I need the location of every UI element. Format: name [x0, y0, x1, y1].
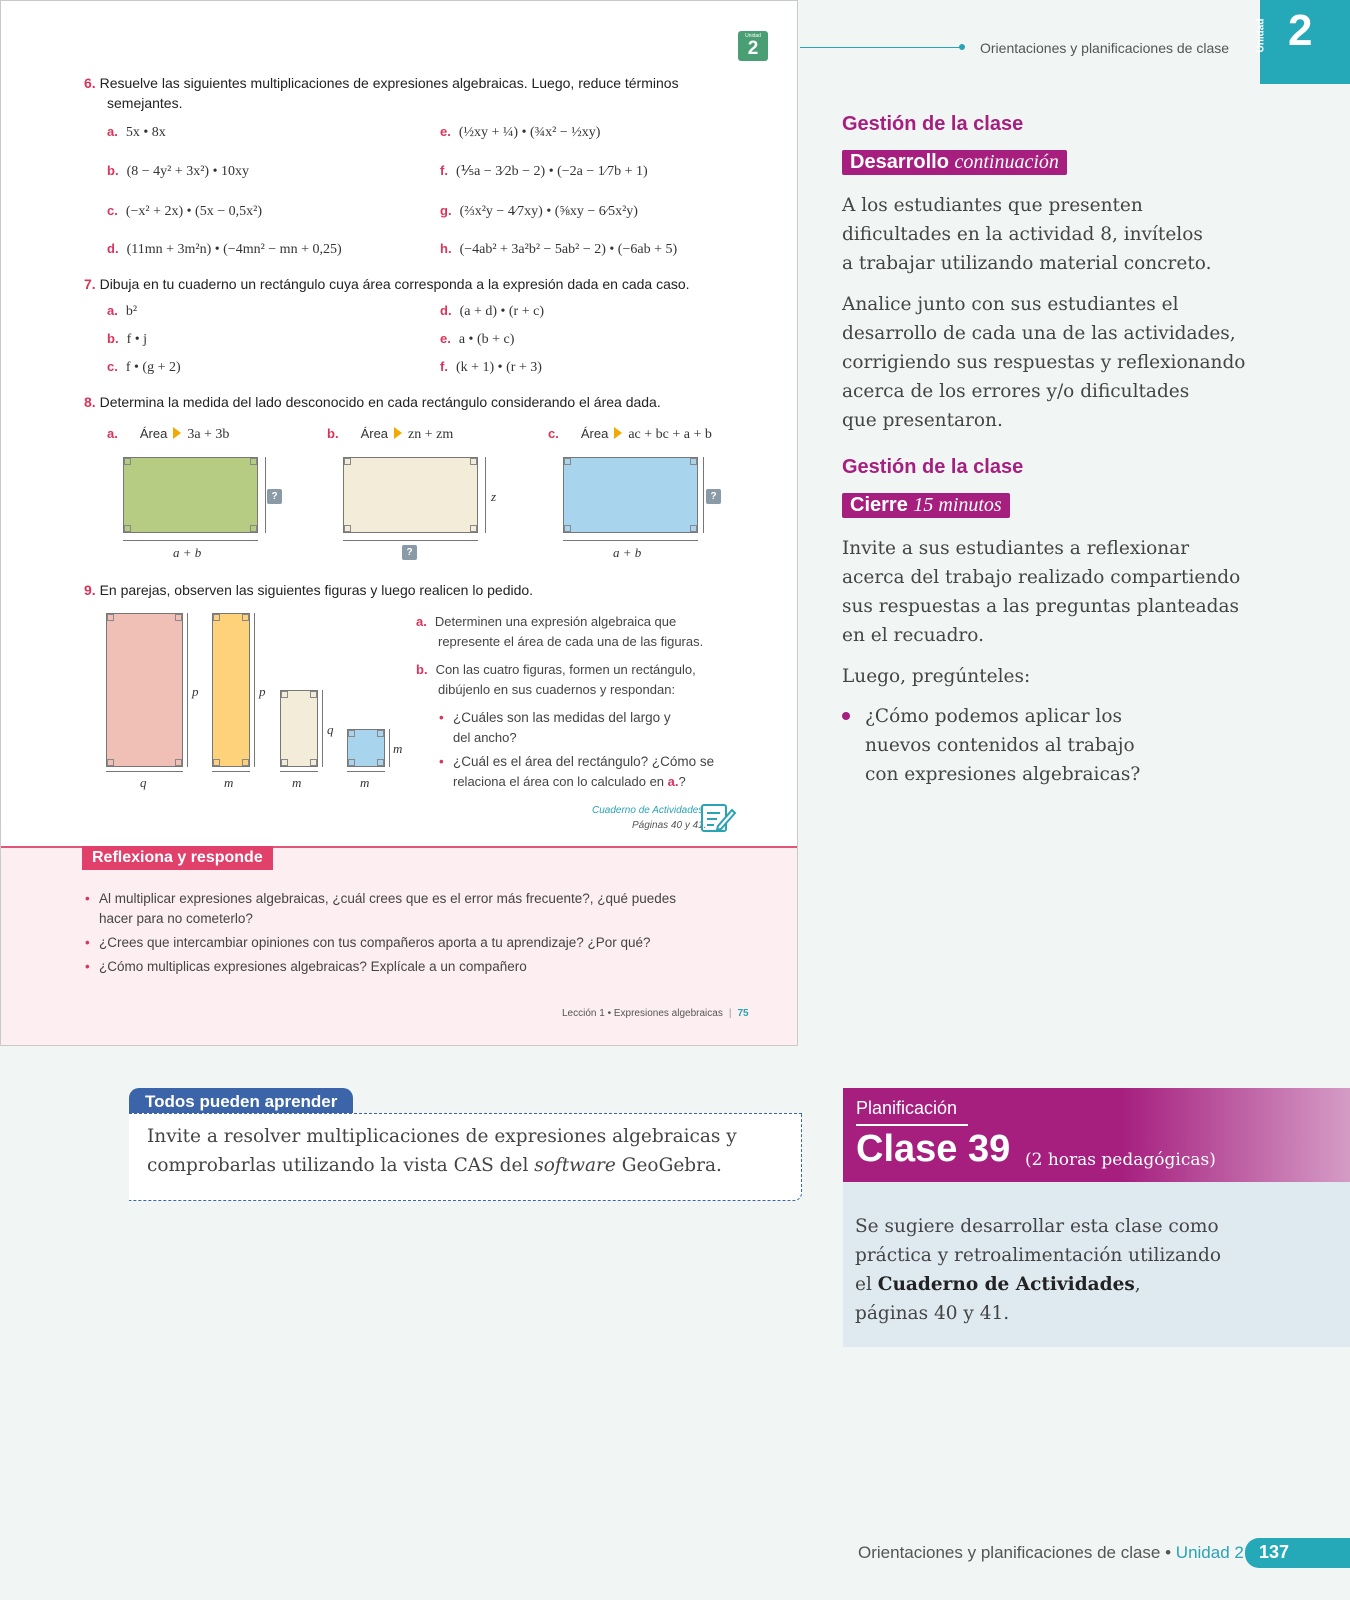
- dimension-line: [265, 457, 266, 533]
- q6-item-e: [440, 124, 600, 141]
- width-label: q: [140, 775, 147, 790]
- header-line: [800, 47, 962, 48]
- item-text: ?: [678, 774, 686, 789]
- text-line: con expresiones algebraicas?: [865, 764, 1141, 785]
- q8-item-c-label: [548, 426, 712, 443]
- question-number: 7.: [84, 276, 96, 292]
- gestion-heading: Gestión de la clase: [842, 456, 1024, 478]
- dimension-line: [280, 771, 318, 772]
- planificacion-body: [843, 1182, 1350, 1347]
- rectangle-a: [123, 457, 258, 533]
- q6-item-h: [440, 241, 677, 258]
- area-expr: ac + bc + a + b: [628, 427, 712, 442]
- item-expr: (½xy + ¼) • (¾x² − ½xy): [458, 125, 601, 140]
- side-dimension: z: [491, 489, 497, 504]
- cierre-pill: [842, 493, 1010, 518]
- item-letter: a.: [107, 124, 118, 139]
- question-text: Resuelve las siguientes multiplicaciones de expresiones algebraicas. Luego, reduce términos: [99, 75, 679, 91]
- text-line: desarrollo de cada una de las actividades,: [842, 323, 1236, 344]
- planificacion-text: [855, 1212, 1221, 1328]
- q7-item-b: [107, 331, 147, 348]
- text-line: acerca del trabajo realizado compartiendo: [842, 567, 1241, 588]
- area-expr: zn + zm: [408, 427, 454, 442]
- item-expr: f • j: [126, 332, 148, 347]
- notebook-pencil-icon: [700, 802, 736, 839]
- dimension-line: [322, 690, 323, 767]
- pill-italic: continuación: [954, 151, 1059, 173]
- clase-number: Clase 39: [856, 1128, 1011, 1170]
- item-letter: d.: [107, 241, 119, 256]
- arrow-icon: [394, 427, 402, 439]
- item-expr: a • (b + c): [458, 332, 515, 347]
- q6-item-d: [107, 241, 342, 258]
- item-letter: c.: [107, 359, 118, 374]
- item-expr: (⅔x²y − 4⁄7xy) • (⅝xy − 6⁄5x²y): [459, 204, 638, 219]
- text-line: que presentaron.: [842, 410, 1003, 431]
- pill-italic: 15 minutos: [913, 494, 1002, 516]
- cuaderno-pages: Páginas 40 y 41.: [632, 820, 707, 831]
- figure-pq: [106, 613, 183, 767]
- item-ref: a.: [667, 774, 679, 789]
- item-letter: e.: [440, 331, 451, 346]
- guide-footer: [858, 1543, 1244, 1563]
- area-label: Área: [139, 426, 168, 441]
- dimension-line: [563, 540, 698, 541]
- item-letter: f.: [440, 163, 448, 178]
- rectangle-c: [563, 457, 698, 533]
- item-expr: (8 − 4y² + 3x²) • 10xy: [126, 164, 249, 179]
- item-expr: (⅕a − 3⁄2b − 2) • (−2a − 1⁄7b + 1): [455, 164, 648, 179]
- item-expr: 5x • 8x: [125, 125, 166, 140]
- question-number: 6.: [84, 75, 96, 91]
- item-letter: b.: [107, 163, 119, 178]
- item-expr: (−x² + 2x) • (5x − 0,5x²): [125, 204, 262, 219]
- dimension-line: [347, 771, 385, 772]
- text-line: páginas 40 y 41.: [855, 1303, 1010, 1324]
- item-letter: h.: [440, 241, 452, 256]
- bullet-dot: [842, 712, 850, 720]
- text-line: en el recuadro.: [842, 625, 984, 646]
- q7-item-d: [440, 303, 544, 320]
- item-letter: d.: [440, 303, 452, 318]
- width-label: m: [360, 775, 370, 790]
- reflexiona-bullet-1-cont: hacer para no cometerlo?: [99, 911, 253, 926]
- width-label: m: [224, 775, 234, 790]
- dimension-line: [106, 771, 183, 772]
- todos-box: [129, 1113, 802, 1201]
- text-span: comprobarlas utilizando la vista CAS del: [147, 1155, 535, 1176]
- text-line: Se sugiere desarrollar esta clase como: [855, 1216, 1219, 1237]
- item-letter: c.: [107, 203, 118, 218]
- item-text: dibújenlo en sus cuadernos y respondan:: [438, 682, 676, 697]
- width-label: m: [292, 775, 302, 790]
- question-text: En parejas, observen las siguientes figuras y luego realicen lo pedido.: [99, 582, 534, 598]
- item-text: Determinen una expresión algebraica que: [434, 614, 677, 629]
- area-label: Área: [360, 426, 389, 441]
- item-text: del ancho?: [453, 730, 517, 745]
- section2-paragraph-2: Luego, pregúnteles:: [842, 666, 1031, 687]
- area-label: Área: [580, 426, 609, 441]
- arrow-icon: [173, 427, 181, 439]
- q6-item-a: [107, 124, 166, 141]
- unit-tab: [1255, 0, 1350, 84]
- text-line: [147, 1151, 737, 1180]
- text-line: ¿Cómo podemos aplicar los: [865, 706, 1122, 727]
- pill-bold: Cierre: [850, 494, 908, 516]
- item-letter: b.: [416, 662, 428, 677]
- item-expr: (k + 1) • (r + 3): [455, 360, 542, 375]
- text-span: GeoGebra.: [615, 1155, 722, 1176]
- footer-unit: Unidad 2: [1175, 1543, 1244, 1562]
- todos-text: [147, 1122, 737, 1180]
- q9-bullet-1: • ¿Cuáles son las medidas del largo y: [453, 710, 671, 725]
- unit-badge-number: 2: [747, 38, 759, 59]
- planificacion-underline: [856, 1124, 968, 1126]
- item-letter: e.: [440, 124, 451, 139]
- cuaderno-ref: Cuaderno de Actividades: [592, 805, 704, 816]
- page-number: 137: [1259, 1542, 1290, 1562]
- figure-qm: [280, 690, 318, 767]
- text-line: práctica y retroalimentación utilizando: [855, 1245, 1221, 1266]
- dimension-line: [123, 540, 258, 541]
- reflexiona-bullet-2: • ¿Crees que intercambiar opiniones con tus compañeros aporta a tu aprendizaje? ¿Por qué?: [99, 935, 651, 950]
- question-8: [84, 394, 661, 410]
- bottom-dimension: a + b: [173, 545, 202, 560]
- text-line: Invite a sus estudiantes a reflexionar: [842, 538, 1190, 559]
- text-line: Invite a resolver multiplicaciones de expresiones algebraicas y: [147, 1126, 737, 1147]
- unknown-side-marker: ?: [402, 545, 417, 560]
- q6-item-b: [107, 163, 249, 180]
- height-label: p: [259, 684, 266, 699]
- footer-lesson: Lección 1 • Expresiones algebraicas: [562, 1008, 723, 1019]
- rectangle-b: [343, 457, 478, 533]
- text-line: [855, 1270, 1221, 1299]
- unit-tab-label: Unidad: [1255, 18, 1267, 53]
- text-line: a trabajar utilizando material concreto.: [842, 253, 1212, 274]
- unit-badge-label: Unidad: [745, 33, 761, 39]
- text-line: corrigiendo sus respuestas y reflexionando: [842, 352, 1246, 373]
- height-label: m: [393, 741, 403, 756]
- text-line: A los estudiantes que presenten: [842, 195, 1143, 216]
- gestion-heading: Gestión de la clase: [842, 113, 1024, 135]
- area-expr: 3a + 3b: [187, 427, 230, 442]
- q8-item-a-label: [107, 426, 229, 443]
- desarrollo-pill: [842, 150, 1067, 175]
- pill-bold: Desarrollo: [850, 151, 949, 173]
- unit-tab-label-wrap: [1255, 8, 1282, 68]
- q7-item-e: [440, 331, 514, 348]
- height-label: q: [327, 722, 334, 737]
- text-line: acerca de los errores y/o dificultades: [842, 381, 1190, 402]
- dimension-line: [212, 771, 250, 772]
- unit-tab-number: 2: [1288, 6, 1313, 55]
- section2-paragraph-1: [842, 534, 1240, 650]
- planificacion-label: Planificación: [856, 1098, 958, 1118]
- footer-page: 75: [737, 1008, 749, 1019]
- figure-mm: [347, 729, 385, 767]
- item-letter: g.: [440, 203, 452, 218]
- item-text: represente el área de cada una de las figuras.: [438, 634, 704, 649]
- figure-pm: [212, 613, 250, 767]
- dimension-line: [187, 613, 188, 767]
- item-expr: (−4ab² + 3a²b² − 5ab² − 2) • (−6ab + 5): [459, 242, 678, 257]
- item-text: relaciona el área con lo calculado en: [453, 774, 668, 789]
- q6-item-f: [440, 163, 648, 180]
- text-line: nuevos contenidos al trabajo: [865, 735, 1135, 756]
- item-letter: b.: [327, 426, 339, 441]
- item-expr: b²: [125, 304, 138, 319]
- question-number: 8.: [84, 394, 96, 410]
- item-expr: (11mn + 3m²n) • (−4mn² − mn + 0,25): [126, 242, 342, 257]
- reflexiona-bullet-1: • Al multiplicar expresiones algebraicas, ¿cuál crees que es el error más frecuente?, ¿qué puedes: [99, 891, 676, 906]
- item-letter: c.: [548, 426, 559, 441]
- text-line: Analice junto con sus estudiantes el: [842, 294, 1179, 315]
- text-bold: Cuaderno de Actividades: [877, 1274, 1135, 1295]
- header-dot: [959, 44, 965, 50]
- dimension-line: [703, 457, 704, 533]
- question-text: Dibuja en tu cuaderno un rectángulo cuya área corresponda a la expresión dada en cada caso.: [99, 276, 690, 292]
- reflexiona-bullet-3: • ¿Cómo multiplicas expresiones algebraicas? Explícale a un compañero: [99, 959, 527, 974]
- section2-bullet: [865, 702, 1140, 789]
- planificacion-header: [843, 1088, 1350, 1182]
- q9-a: [416, 614, 676, 629]
- height-label: p: [192, 684, 199, 699]
- text-span: el: [855, 1274, 878, 1295]
- header-text: Orientaciones y planificaciones de clase: [980, 40, 1230, 56]
- section1-paragraph-2: [842, 290, 1245, 435]
- q7-item-a: [107, 303, 137, 320]
- reflexiona-title: Reflexiona y responde: [82, 846, 273, 870]
- item-text: [453, 774, 686, 789]
- section1-paragraph-1: [842, 191, 1211, 278]
- q9-b: [416, 662, 696, 677]
- q7-item-c: [107, 359, 181, 376]
- clase-hours: (2 horas pedagógicas): [1025, 1150, 1216, 1170]
- item-expr: f • (g + 2): [125, 360, 181, 375]
- q7-item-f: [440, 359, 542, 376]
- dimension-line: [343, 540, 478, 541]
- question-9: [84, 582, 533, 598]
- student-footer: Lección 1 • Expresiones algebraicas | 75: [562, 1008, 749, 1019]
- unit-badge: [738, 31, 768, 61]
- q6-item-g: [440, 203, 638, 220]
- text-span: ,: [1134, 1274, 1141, 1295]
- q9-bullet-2: • ¿Cuál es el área del rectángulo? ¿Cómo se: [453, 754, 714, 769]
- question-6: [84, 75, 679, 91]
- text-italic: software: [534, 1155, 616, 1176]
- question-number: 9.: [84, 582, 96, 598]
- unknown-side-marker: ?: [267, 489, 282, 504]
- todos-title: Todos pueden aprender: [129, 1088, 353, 1116]
- arrow-icon: [614, 427, 622, 439]
- q6-item-c: [107, 203, 262, 220]
- dimension-line: [389, 729, 390, 767]
- bottom-dimension: a + b: [613, 545, 642, 560]
- unknown-side-marker: ?: [706, 489, 721, 504]
- text-line: dificultades en la actividad 8, invítelos: [842, 224, 1203, 245]
- text-line: sus respuestas a las preguntas planteadas: [842, 596, 1239, 617]
- question-text: Determina la medida del lado desconocido en cada rectángulo considerando el área dada.: [99, 394, 661, 410]
- item-text: Con las cuatro figuras, formen un rectángulo,: [435, 662, 696, 677]
- q8-item-b-label: [327, 426, 453, 443]
- item-letter: a.: [416, 614, 427, 629]
- item-letter: f.: [440, 359, 448, 374]
- item-letter: a.: [107, 303, 118, 318]
- question-text-cont: semejantes.: [107, 95, 183, 111]
- question-7: [84, 276, 690, 292]
- dimension-line: [254, 613, 255, 767]
- dimension-line: [485, 457, 486, 533]
- item-letter: b.: [107, 331, 119, 346]
- item-letter: a.: [107, 426, 118, 441]
- page-number-tab: [1245, 1538, 1350, 1568]
- footer-text: Orientaciones y planificaciones de clase •: [858, 1543, 1176, 1562]
- item-expr: (a + d) • (r + c): [459, 304, 544, 319]
